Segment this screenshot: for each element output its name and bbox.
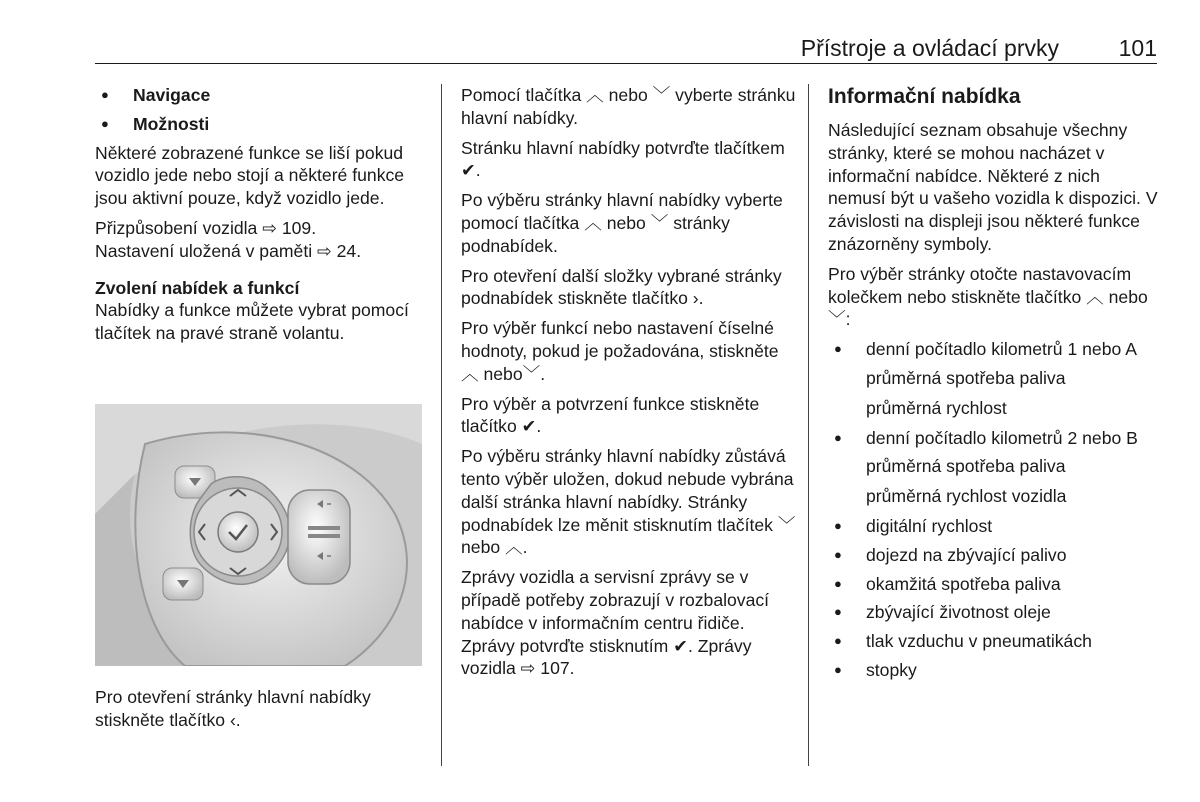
paragraph: Pro výběr stránky otočte nastavovacím kolečkem nebo stiskněte tlačítko ︿ nebo ﹀: xyxy=(828,263,1148,330)
list-item: ● tlak vzduchu v pneumatikách xyxy=(828,630,1160,653)
list-item: ● Navigace xyxy=(95,84,425,107)
paragraph: Pomocí tlačítka ︿ nebo ﹀ vyberte stránku hlavní nabídky. xyxy=(461,85,796,128)
paragraph: Následující seznam obsahuje všechny stránky, které se mohou nacházet v informační nabídce. Některé z nich nemusí být u vašeho vozidla k dispozici. V závislosti na displeji jsou některé funkce znázorněny symboly. xyxy=(828,120,1158,254)
list-subitem: průměrná rychlost xyxy=(866,397,1007,418)
page-number: 101 xyxy=(1118,35,1157,61)
cross-reference: Nastavení uložená v paměti ⇨ 24. xyxy=(95,240,362,261)
paragraph: Po výběru stránky hlavní nabídky zůstává tento výběr uložen, dokud nebude vybrána další stránka hlavní nabídky. Stránky podnabídek lze měnit stisknutím tlačítek ﹀ nebo ︿. xyxy=(461,446,796,558)
list-item: ● zbývající životnost oleje xyxy=(828,601,1160,624)
caption-text: Pro otevření stránky hlavní nabídky stiskněte tlačítko ‹. xyxy=(95,687,371,730)
menu-list xyxy=(95,84,425,136)
column-right xyxy=(828,84,1160,688)
list-item: ● dojezd na zbývající palivo xyxy=(828,544,1160,567)
paragraph: Po výběru stránky hlavní nabídky vyberte pomocí tlačítka ︿ nebo ﹀ stránky podnabídek. xyxy=(461,190,783,256)
list-item: ● digitální rychlost xyxy=(828,515,1160,538)
paragraph: Nabídky a funkce můžete vybrat pomocí tlačítek na pravé straně volantu. xyxy=(95,300,409,344)
list-item: ● denní počítadlo kilometrů 2 nebo B xyxy=(828,427,1160,450)
info-page-list xyxy=(828,338,1160,361)
list-subitem: průměrná rychlost vozidla xyxy=(866,486,1067,507)
steering-wheel-controls-illustration xyxy=(95,404,422,666)
section-title: Přístroje a ovládací prvky xyxy=(800,35,1059,61)
column-middle xyxy=(461,84,796,687)
paragraph: Některé zobrazené funkce se liší pokud vozidlo jede nebo stojí a některé funkce jsou aktivní pouze, když vozidlo jede. xyxy=(95,142,405,209)
column-divider-1 xyxy=(441,84,442,766)
list-item: ● Možnosti xyxy=(95,113,425,136)
paragraph: Pro otevření další složky vybrané stránky podnabídek stiskněte tlačítko ›. xyxy=(461,265,782,309)
list-item: ● stopky xyxy=(828,659,1160,682)
list-subitem: průměrná spotřeba paliva xyxy=(866,456,1066,477)
paragraph: Pro výběr a potvrzení funkce stiskněte tlačítko ✔. xyxy=(461,393,760,437)
figure-caption xyxy=(95,686,425,739)
paragraph: Stránku hlavní nabídky potvrďte tlačítkem ✔. xyxy=(461,137,785,181)
page-header xyxy=(95,34,1157,64)
info-page-list xyxy=(828,515,1160,682)
column-divider-2 xyxy=(808,84,809,766)
list-item: ● okamžitá spotřeba paliva xyxy=(828,573,1160,596)
paragraph: Zprávy vozidla a servisní zprávy se v případě potřeby zobrazují v rozbalovací nabídce v informačním centru řidiče. Zprávy potvrďte stisknutím ✔. Zprávy vozidla ⇨ 107. xyxy=(461,567,770,679)
section-heading: Informační nabídka xyxy=(828,85,1021,108)
info-page-list xyxy=(828,427,1160,450)
column-left xyxy=(95,84,425,352)
list-item: ● denní počítadlo kilometrů 1 nebo A xyxy=(828,338,1160,361)
list-subitem: průměrná spotřeba paliva xyxy=(866,367,1066,388)
subheading: Zvolení nabídek a funkcí xyxy=(95,277,300,298)
paragraph: Pro výběr funkcí nebo nastavení číselné hodnoty, pokud je požadována, stiskněte ︿ nebo﹀. xyxy=(461,318,779,384)
cross-reference: Přizpůsobení vozidla ⇨ 109. xyxy=(95,217,317,238)
